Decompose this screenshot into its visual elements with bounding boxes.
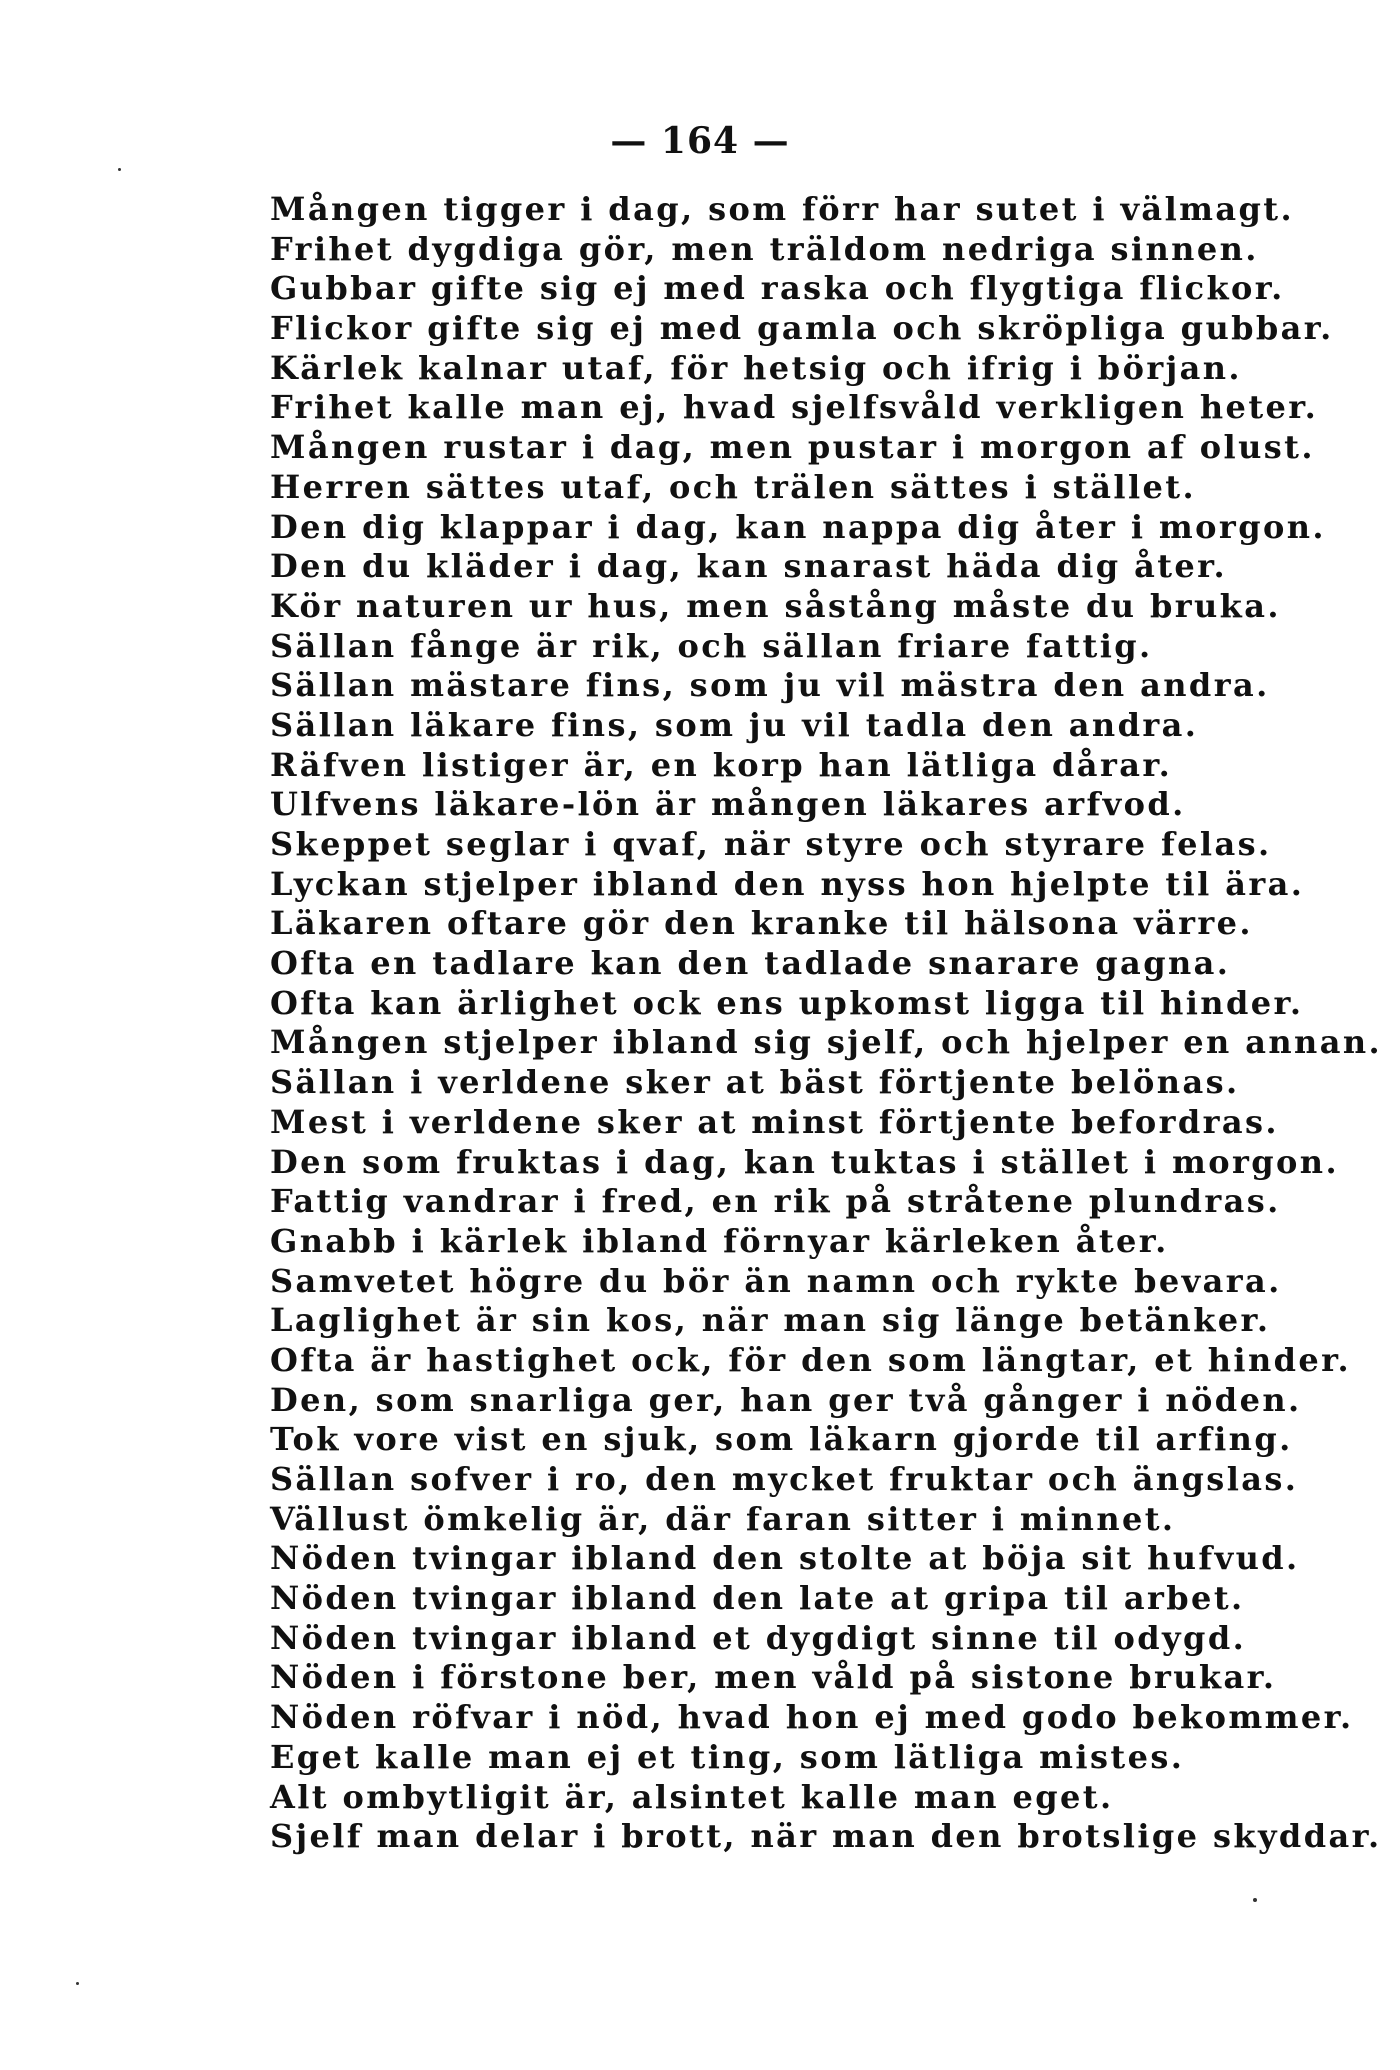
print-speck <box>118 168 121 171</box>
page-number: — 164 — <box>610 120 790 162</box>
verse-line: Frihet kalle man ej, hvad sjelfsvåld verkligen heter. <box>270 388 1319 427</box>
verse-line: Sällan läkare fins, som ju vil tadla den andra. <box>270 705 1199 744</box>
verse-line: Flickor gifte sig ej med gamla och skröpliga gubbar. <box>270 309 1334 348</box>
verse-line: Herren sättes utaf, och trälen sättes i stället. <box>270 467 1197 506</box>
verse-line: Sällan sofver i ro, den mycket fruktar och ängslas. <box>270 1460 1299 1498</box>
verse-line: Ofta är hastighet ock, för den som längtar, et hinder. <box>270 1340 1352 1379</box>
verse-line: Sällan i verldene sker at bäst förtjente belönas. <box>270 1063 1240 1102</box>
verse-line: Vällust ömkelig är, där faran sitter i minnet. <box>270 1499 1176 1538</box>
verse-line: Ulfvens läkare-lön är mången läkares arfvod. <box>270 785 1186 824</box>
verse-line: Skeppet seglar i qvaf, när styre och styrare felas. <box>270 825 1272 863</box>
verse-line: Frihet dygdiga gör, men träldom nedriga sinnen. <box>270 229 1259 268</box>
verse-line: Samvetet högre du bör än namn och rykte bevara. <box>270 1261 1282 1300</box>
verse-line: Gnabb i kärlek ibland förnyar kärleken åter. <box>270 1221 1169 1260</box>
verse-line: Sjelf man delar i brott, när man den brotslige skyddar. <box>270 1817 1382 1856</box>
verse-line: Nöden tvingar ibland den late at gripa til arbet. <box>270 1579 1245 1618</box>
verse-line: Den dig klappar i dag, kan nappa dig åter i morgon. <box>270 507 1326 546</box>
verse-line: Kör naturen ur hus, men såstång måste du bruka. <box>270 586 1281 625</box>
verse-line: Tok vore vist en sjuk, som läkarn gjorde til arfing. <box>270 1420 1293 1459</box>
verse-line: Sällan mästare fins, som ju vil mästra den andra. <box>270 666 1270 705</box>
print-speck <box>1253 1898 1257 1902</box>
verse-lines <box>270 190 1383 1857</box>
verse-line: Den, som snarliga ger, han ger två gånger i nöden. <box>270 1380 1302 1419</box>
verse-line: Nöden röfvar i nöd, hvad hon ej med godo bekommer. <box>270 1698 1354 1737</box>
verse-line: Mången stjelper ibland sig sjelf, och hjelper en annan. <box>270 1023 1383 1062</box>
verse-line: Ofta kan ärlighet ock ens upkomst ligga til hinder. <box>270 983 1304 1022</box>
verse-line: Gubbar gifte sig ej med raska och flygtiga flickor. <box>270 269 1285 308</box>
print-speck <box>76 1982 79 1985</box>
verse-line: Kärlek kalnar utaf, för hetsig och ifrig i början. <box>270 348 1242 387</box>
verse-line: Nöden tvingar ibland et dygdigt sinne til odygd. <box>270 1618 1247 1657</box>
verse-line: Sällan fånge är rik, och sällan friare fattig. <box>270 626 1153 665</box>
verse-line: Nöden tvingar ibland den stolte at böja sit hufvud. <box>270 1539 1300 1578</box>
verse-line: Räfven listiger är, en korp han lätliga dårar. <box>270 745 1173 784</box>
verse-line: Mången rustar i dag, men pustar i morgon af olust. <box>270 428 1315 467</box>
verse-line: Läkaren oftare gör den kranke til hälsona värre. <box>270 904 1253 943</box>
verse-line: Ofta en tadlare kan den tadlade snarare gagna. <box>270 944 1231 983</box>
verse-line: Eget kalle man ej et ting, som lätliga mistes. <box>270 1737 1185 1776</box>
verse-line: Mest i verldene sker at minst förtjente befordras. <box>270 1102 1279 1141</box>
verse-line: Mången tigger i dag, som förr har sutet i välmagt. <box>270 190 1295 228</box>
verse-line: Den som fruktas i dag, kan tuktas i stället i morgon. <box>270 1142 1339 1181</box>
verse-line: Den du kläder i dag, kan snarast häda dig åter. <box>270 547 1228 586</box>
verse-line: Nöden i förstone ber, men våld på sistone brukar. <box>270 1658 1277 1697</box>
verse-line: Fattig vandrar i fred, en rik på stråtene plundras. <box>270 1182 1281 1221</box>
verse-line: Lyckan stjelper ibland den nyss hon hjelpte til ära. <box>270 864 1305 903</box>
verse-line: Alt ombytligit är, alsintet kalle man eget. <box>270 1777 1114 1816</box>
verse-line: Laglighet är sin kos, när man sig länge betänker. <box>270 1301 1271 1340</box>
